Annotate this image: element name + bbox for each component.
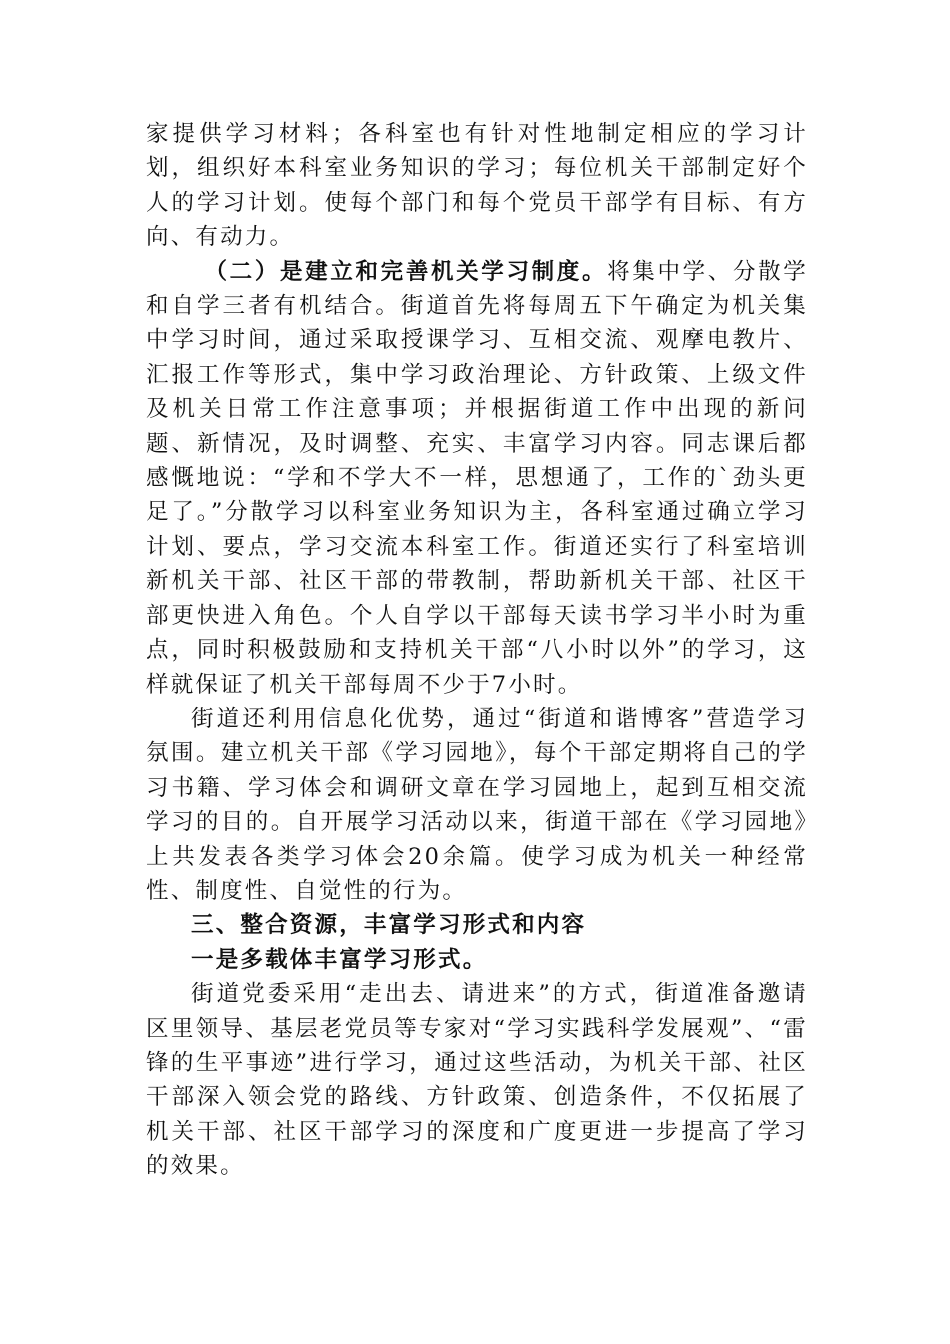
document-page: [146, 117, 808, 1184]
section-2-body: 将集中学、分散学和自学三者有机结合。街道首先将每周五下午确定为机关集中学习时间，通过采取授课学习、互相交流、观摩电教片、汇报工作等形式，集中学习政治理论、方针政策、上级文件及机关日常工作注意事项；并根据街道工作中出现的新问题、新情况，及时调整、充实、丰富学习内容。同志课后都感慨地说：“学和不学大不一样，思想通了，工作的`劲头更足了。”分散学习以科室业务知识为主，各科室通过确立学习计划、要点，学习交流本科室工作。街道还实行了科室培训新机关干部、社区干部的带教制，帮助新机关干部、社区干部更快进入角色。个人自学以干部每天读书学习半小时为重点，同时积极鼓励和支持机关干部“八小时以外”的学习，这样就保证了机关干部每周不少于7小时。: [146, 258, 808, 698]
section-3-heading: 三、整合资源，丰富学习形式和内容: [191, 912, 587, 939]
paragraph-blog: 街道还利用信息化优势，通过“街道和谐博客”营造学习氛围。建立机关干部《学习园地》，每个干部定期将自己的学习书籍、学习体会和调研文章在学习园地上，起到互相交流学习的目的。自开展学习活动以来，街道干部在《学习园地》上共发表各类学习体会20余篇。使学习成为机关一种经常性、制度性、自觉性的行为。: [146, 705, 808, 904]
subheading-carriers: 一是多载体丰富学习形式。: [191, 946, 488, 973]
paragraph-intro-continued: 家提供学习材料；各科室也有针对性地制定相应的学习计划，组织好本科室业务知识的学习；每位机关干部制定好个人的学习计划。使每个部门和每个党员干部学有目标、有方向、有动力。: [146, 121, 808, 251]
section-2-heading: （二）是建立和完善机关学习制度。: [204, 258, 608, 285]
paragraph-final: 街道党委采用“走出去、请进来”的方式，街道准备邀请区里领导、基层老党员等专家对“学习实践科学发展观”、“雷锋的生平事迹”进行学习，通过这些活动，为机关干部、社区干部深入领会党的路线、方针政策、创造条件，不仅拓展了机关干部、社区干部学习的深度和广度更进一步提高了学习的效果。: [146, 981, 808, 1180]
paragraph-section-2: [146, 255, 808, 702]
